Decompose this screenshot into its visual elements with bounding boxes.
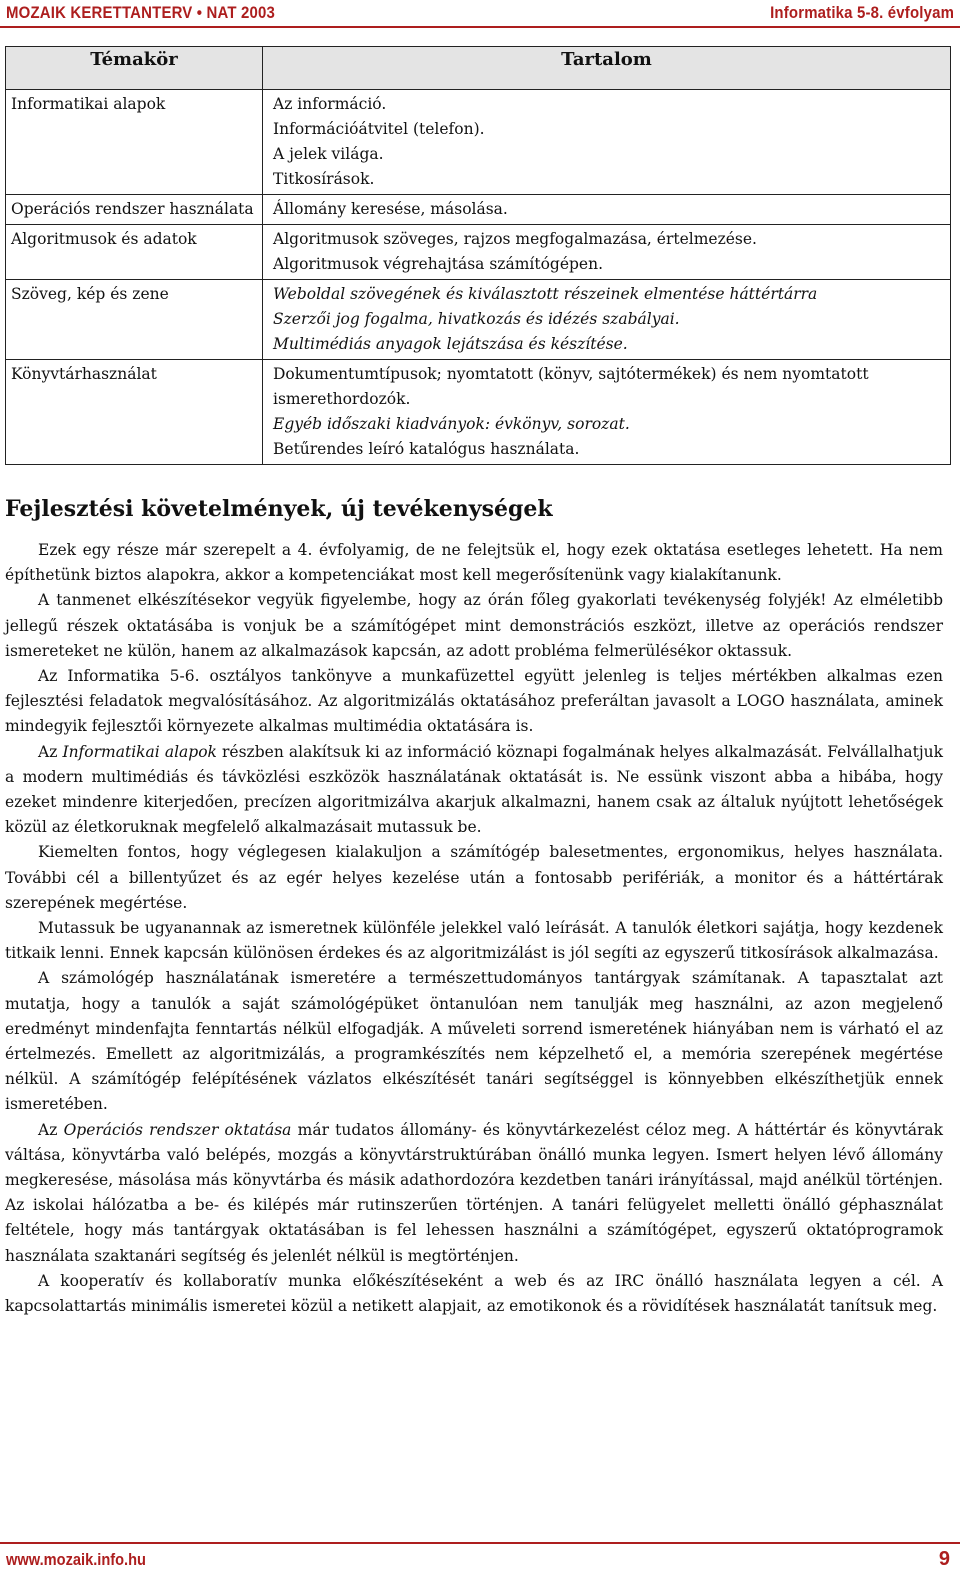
paragraph-text: Az [38, 1120, 64, 1139]
emphasized-text: Informatikai alapok [62, 742, 217, 761]
content-cell [263, 360, 951, 465]
content-line: Egyéb időszaki kiadványok: évkönyv, sorozat. [273, 415, 630, 433]
paragraph-text: A kooperatív és kollaboratív munka előkészítéseként a web és az IRC önálló használata legyen a cél. A kapcsolattartás minimális ismeretei közül a netikett alapjait, az emotikonok és a rövidítések használatát tanítsuk meg. [5, 1271, 943, 1316]
page-number: 9 [938, 1548, 950, 1570]
content-cell [263, 90, 951, 195]
header-series-title: MOZAIK KERETTANTERV • NAT 2003 [6, 3, 276, 22]
content-line: Multimédiás anyagok lejátszása és készítése. [273, 335, 628, 353]
footer-url[interactable]: www.mozaik.info.hu [6, 1550, 146, 1569]
content-line: Információátvitel (telefon). [273, 120, 485, 138]
topic-cell: Informatikai alapok [6, 90, 263, 195]
content-cell [263, 195, 951, 225]
content-line: Szerzői jog fogalma, hivatkozás és idézés szabályai. [273, 310, 680, 328]
content-line: Állomány keresése, másolása. [273, 200, 508, 218]
content-line: Weboldal szövegének és kiválasztott részeinek elmentése háttértárra [273, 285, 818, 303]
paragraph-text: már tudatos állomány- és könyvtárkezelést céloz meg. A háttértár és könyvtárak váltása, könyvtárba való belépés, mozgás a könyvtárstruktúrában önálló munka legyen. Ismert helyen lévő állomány megkeresése, másolása más könyvtárba és másik adathordozóra kezdetben tanári irányítással, majd anélkül történjen. Az iskolai hálózatba a be- és kilépés már rutinszerűen történjen. A tanári felügyelet melletti önálló géphasználat feltétele, hogy más tantárgyak oktatásában is fel lehessen használni a számítógépet, egyszerű oktatóprogramok használata szaktanári segítség és jelenlét nélkül is megtörténjen. [5, 1120, 943, 1265]
paragraph-text: A tanmenet elkészítésekor vegyük figyelembe, hogy az órán főleg gyakorlati tevékenység folyjék! Az elméletibb jellegű részek oktatásába is vonjuk be a számítógépet mint demonstrációs eszközt, illetve az operációs rendszer ismereteket ne külön, hanem az alkalmazások kapcsán, az adott probléma felmerülésékor oktassuk. [5, 591, 943, 660]
paragraph [5, 916, 943, 966]
content-cell [263, 280, 951, 360]
content-line: Algoritmusok végrehajtása számítógépen. [273, 255, 604, 273]
topic-cell: Szöveg, kép és zene [6, 280, 263, 360]
content-cell [263, 225, 951, 280]
content-line: A jelek világa. [273, 145, 384, 163]
paragraph-text: Az [38, 742, 63, 761]
table-row [6, 195, 951, 225]
body-text [5, 538, 943, 1319]
topic-cell: Könyvtárhasználat [6, 360, 263, 465]
section-title: Fejlesztési követelmények, új tevékenységek [5, 496, 553, 522]
topic-cell: Algoritmusok és adatok [6, 225, 263, 280]
page-footer [0, 1548, 960, 1578]
content-line: Algoritmusok szöveges, rajzos megfogalmazása, értelmezése. [273, 230, 757, 248]
topic-cell: Operációs rendszer használata [6, 195, 263, 225]
emphasized-text: Operációs rendszer oktatása [63, 1120, 292, 1139]
footer-rule [0, 1542, 960, 1544]
paragraph [5, 840, 943, 916]
paragraph-text: Ezek egy része már szerepelt a 4. évfolyamig, de ne felejtsük el, hogy ezek oktatása esetleges lehetett. Ha nem építhetünk biztos alapokra, akkor a kompetenciákat most kell megerősítenünk vagy kialakítanunk. [5, 541, 943, 585]
table-body [6, 90, 951, 465]
paragraph [5, 1118, 943, 1269]
column-header-topic: Témakör [6, 47, 263, 90]
column-header-content: Tartalom [263, 47, 951, 90]
paragraph [5, 538, 943, 588]
paragraph-text: Mutassuk be ugyanannak az ismeretnek különféle jelekkel való leírását. A tanulók életkori sajátja, hogy kezdenek titkaik lenni. Ennek kapcsán különösen érdekes és az algoritmizálást is jól segíti az egyszerű titkosírások alkalmazása. [5, 919, 943, 963]
paragraph [5, 664, 943, 740]
page-header [0, 0, 960, 24]
paragraph [5, 588, 943, 664]
table-row [6, 360, 951, 465]
table-row [6, 225, 951, 280]
table-row [6, 90, 951, 195]
topics-table [5, 46, 951, 465]
paragraph-text: A számológép használatának ismeretére a természettudományos tantárgyak számítanak. A tapasztalat azt mutatja, hogy a tanulók a saját számológépüket öntanulóan nem tanulják meg használni, az azon megjelenő eredményt mindenfajta fenntartás nélkül elfogadják. A műveleti sorrend ismeretének hiányában nem is várható el az értelmezés. Emellett az algoritmizálás, a programkészítés nem képzelhető el, a memória szerepének megértése nélkül. A számítógép felépítésének vázlatos elkészítését tanári segítséggel is könnyebben elkészíthetjük ennek ismeretében. [5, 969, 943, 1114]
paragraph [5, 1269, 943, 1319]
content-line: Titkosírások. [273, 170, 375, 188]
paragraph-text: Az Informatika 5-6. osztályos tankönyve a munkafüzettel együtt jelenleg is teljes mértékben alkalmas ezen fejlesztési feladatok megvalósításához. Az algoritmizálás oktatásához preferáltan javasolt a LOGO használata, aminek mindegyik fejlesztői környezete alkalmas multimédia oktatására is. [5, 667, 943, 736]
paragraph [5, 740, 943, 841]
table-header-row [6, 47, 951, 90]
header-rule [0, 26, 960, 28]
paragraph [5, 966, 943, 1117]
content-line: Az információ. [273, 95, 387, 113]
header-subject: Informatika 5-8. évfolyam [770, 3, 954, 22]
content-line: Dokumentumtípusok; nyomtatott (könyv, sajtótermékek) és nem nyomtatott ismerethordozók. [273, 365, 869, 408]
table-row [6, 280, 951, 360]
paragraph-text: részben alakítsuk ki az információ köznapi fogalmának helyes alkalmazását. Felvállalhatjuk a modern multimédiás és távközlési eszközök használatának oktatását is. Ne essünk viszont abba a hibába, hogy ezeket mindenre kiterjedően, precízen algoritmizálva akarjuk alkalmazni, hanem csak az általuk nyújtott lehetőségek közül az életkoruknak megfelelő alkalmazásait mutassuk be. [5, 742, 944, 837]
content-line: Betűrendes leíró katalógus használata. [273, 440, 580, 458]
paragraph-text: Kiemelten fontos, hogy véglegesen kialakuljon a számítógép balesetmentes, ergonomikus, helyes használata. További cél a billentyűzet és az egér helyes kezelése után a fontosabb perifériák, a monitor és a háttértárak szerepének megértése. [5, 843, 943, 912]
